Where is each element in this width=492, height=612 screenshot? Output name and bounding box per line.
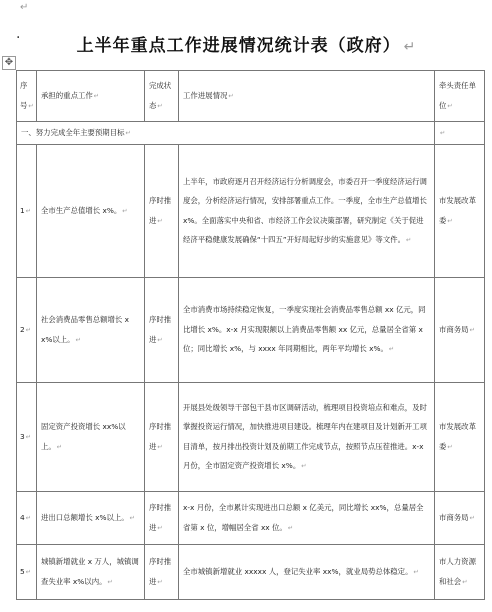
document-title: 上半年重点工作进展情况统计表（政府） bbox=[76, 36, 401, 56]
header-progress: 工作进展情况↵ bbox=[179, 71, 435, 122]
row-status: 序时推进↵ bbox=[145, 492, 179, 545]
row-status: 序时推进↵ bbox=[145, 383, 179, 492]
row-status: 序时推进↵ bbox=[145, 278, 179, 383]
row-lead: 市发展改革委↵ bbox=[435, 383, 485, 492]
table-row bbox=[17, 278, 485, 383]
header-lead: 牵头责任单位↵ bbox=[435, 71, 485, 122]
row-no: 3↵ bbox=[17, 383, 37, 492]
row-status: 序时推进↵ bbox=[145, 545, 179, 600]
header-no: 序号↵ bbox=[17, 71, 37, 122]
row-progress: x-x 月份，全市累计实现进出口总额 x 亿美元，同比增长 xx%，总量居全省第 x 位，增幅居全省 xx 位。↵ bbox=[179, 492, 435, 545]
table-row bbox=[17, 545, 485, 600]
row-lead: 市发展改革委↵ bbox=[435, 145, 485, 278]
table-row bbox=[17, 145, 485, 278]
row-task: 社会消费品零售总额增长 xx%以上。↵ bbox=[37, 278, 145, 383]
table-row bbox=[17, 492, 485, 545]
row-progress: 上半年，市政府逐月召开经济运行分析调度会，市委召开一季度经济运行调度会，分析经济运行情况，安排部署重点工作。一季度，全市生产总值增长 x%。全面落实中央和省、市经济工作会议决策部署，研究制定《关于促进经济平稳健康发展确保“十四五”开好局起好步的实施意见》等文件。↵ bbox=[179, 145, 435, 278]
paragraph-mark: ↵ bbox=[20, 2, 29, 13]
table-move-handle-icon[interactable]: ✥ bbox=[2, 56, 16, 70]
row-task: 固定资产投资增长 xx%以上。↵ bbox=[37, 383, 145, 492]
paragraph-mark: ↵ bbox=[403, 39, 416, 55]
row-lead: 市商务局↵ bbox=[435, 492, 485, 545]
row-no: 1↵ bbox=[17, 145, 37, 278]
header-status: 完成状态↵ bbox=[145, 71, 179, 122]
row-no: 4↵ bbox=[17, 492, 37, 545]
header-task: 承担的重点工作↵ bbox=[37, 71, 145, 122]
row-task: 全市生产总值增长 x%。↵ bbox=[37, 145, 145, 278]
section-row bbox=[17, 122, 485, 145]
paragraph-bullet: · bbox=[16, 30, 21, 46]
row-status: 序时推进↵ bbox=[145, 145, 179, 278]
table-header-row bbox=[17, 71, 485, 122]
section-title: 一、努力完成全年主要预期目标↵ bbox=[17, 122, 435, 145]
row-progress: 全市消费市场持续稳定恢复，一季度实现社会消费品零售总额 xx 亿元，同比增长 x%。x-x 月实现限额以上消费品零售额 xx 亿元，总量居全省第 x 位；同比增长 x%，与 xxxx 年同期相比，两年平均增长 x%。↵ bbox=[179, 278, 435, 383]
section-empty-cell: ↵ bbox=[435, 122, 485, 145]
row-task: 进出口总额增长 x%以上。↵ bbox=[37, 492, 145, 545]
table-row bbox=[17, 383, 485, 492]
progress-table bbox=[16, 70, 485, 600]
row-task: 城镇新增就业 x 万人，城镇调查失业率 x%以内。↵ bbox=[37, 545, 145, 600]
title-block bbox=[0, 31, 492, 56]
row-progress: 开展县处级领导干部包干县市区调研活动，梳理项目投资培点和难点，及时掌握投资运行情况，加快推进项目建设。梳理年内在建项目及计划新开工项目清单，按月排出投资计划及前期工作完成节点，按照节点压茬推进。x-x 月份，全市固定资产投资增长 x%。↵ bbox=[179, 383, 435, 492]
row-lead: 市商务局↵ bbox=[435, 278, 485, 383]
row-lead: 市人力资源和社会↵ bbox=[435, 545, 485, 600]
row-no: 5↵ bbox=[17, 545, 37, 600]
row-progress: 全市城镇新增就业 xxxxx 人，登记失业率 xx%，就业局势总体稳定。↵ bbox=[179, 545, 435, 600]
row-no: 2↵ bbox=[17, 278, 37, 383]
